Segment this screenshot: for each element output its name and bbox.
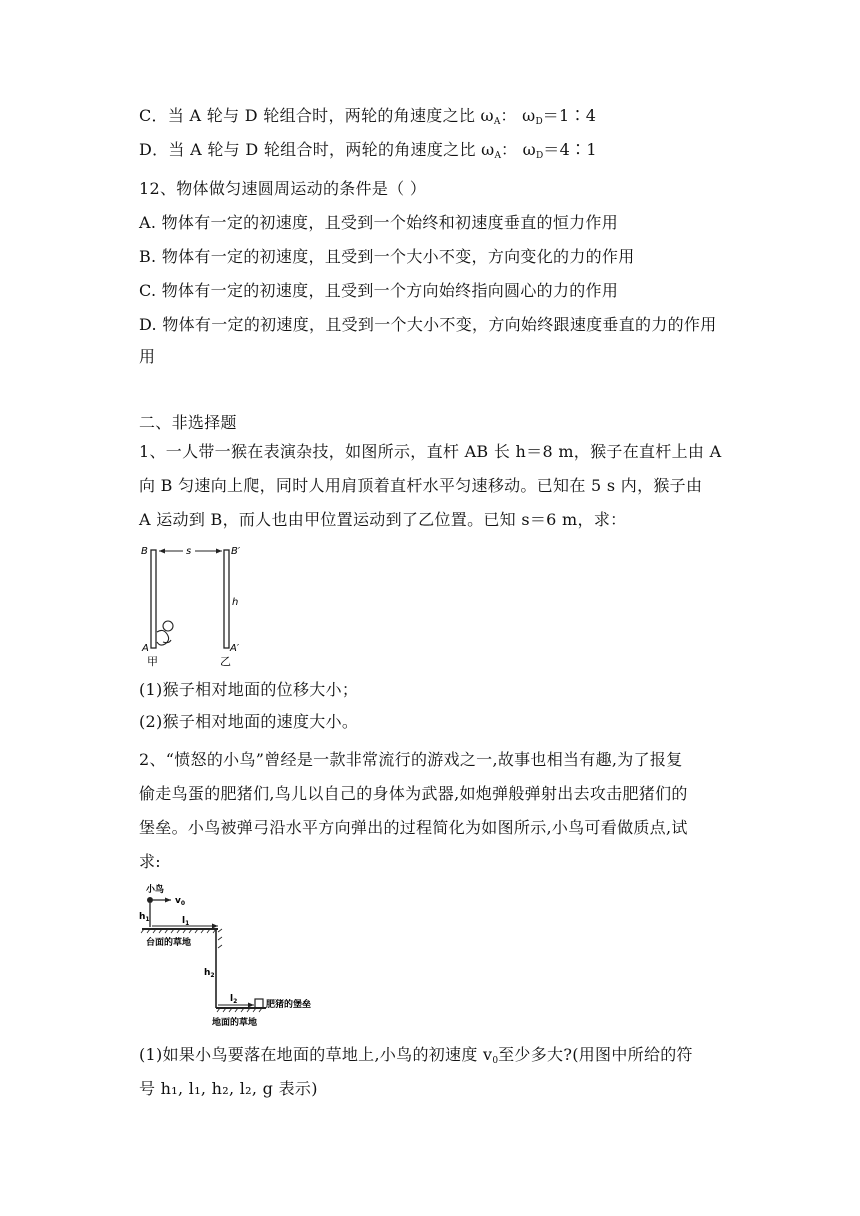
label-a: A [142,643,149,654]
q2-line-3: 堡垒。小鸟被弹弓沿水平方向弹出的过程简化为如图所示,小鸟可看做质点,试 [139,818,688,837]
q2-sub-1-line-2: 号 h₁, l₁, h₂, l₂, g 表示) [139,1079,318,1098]
label-fort: 肥猪的堡垒 [266,1000,312,1010]
monkey-icon [157,621,173,645]
q2-sub-1-line-1: (1)如果小鸟要落在地面的草地上,小鸟的初速度 $v_0$至少多大?(用图中所给的符 [139,1045,693,1066]
q1-line-3: A 运动到 B，而人也由甲位置运动到了乙位置。已知 s＝6 m，求： [139,510,627,529]
option-d-prev: D．当 A 轮与 D 轮组合时，两轮的角速度之比 $\omega_A$： $\omega_D=4∶1$ [139,140,597,161]
q12-option-d-wrap: 用 [139,347,156,366]
question-12-stem: 12、物体做匀速圆周运动的条件是（ ） [139,179,427,198]
label-yi: 乙 [220,655,231,668]
q12-option-d: D. 物体有一定的初速度，且受到一个大小不变，方向始终跟速度垂直的力的作用 [139,315,717,334]
label-b-prime: B′ [231,546,241,557]
svg-text:v0: $v_0$ [175,896,186,907]
svg-text:h2: $h_2$ [204,968,215,979]
monkey-pole-figure [138,540,268,670]
label-bird: 小鸟 [146,885,165,895]
bird-icon [147,897,153,903]
svg-text:l1: $l_1$ [182,916,190,927]
q2-line-1: 2、“愤怒的小鸟”曾经是一款非常流行的游戏之一,故事也相当有趣,为了报复 [139,750,683,769]
label-a-prime: A′ [230,643,240,654]
q2-line-4: 求: [139,852,161,871]
q12-option-b: B. 物体有一定的初速度，且受到一个大小不变，方向变化的力的作用 [139,247,635,266]
option-c-prev: C．当 A 轮与 D 轮组合时，两轮的角速度之比 $\omega_A$： $\omega_D=1∶4$ [139,106,597,127]
label-ground: 地面的草地 [212,1018,258,1028]
q1-sub-1: (1)猴子相对地面的位移大小； [139,680,359,699]
label-s: s [186,546,192,557]
pole-ab [151,550,156,648]
label-h: h [232,597,239,608]
q1-line-2: 向 B 匀速向上爬，同时人用肩顶着直杆水平匀速移动。已知在 5 s 内，猴子由 [139,476,703,495]
q12-option-a: A. 物体有一定的初速度，且受到一个始终和初速度垂直的恒力作用 [139,213,619,232]
label-b: B [141,546,148,557]
section-title: 二、非选择题 [139,413,237,432]
svg-text:h1: $h_1$ [139,912,150,923]
label-platform: 台面的草地 [146,938,192,948]
q12-option-c: C. 物体有一定的初速度，且受到一个方向始终指向圆心的力的作用 [139,281,619,300]
svg-text:l2: $l_2$ [230,994,238,1005]
q1-sub-2: (2)猴子相对地面的速度大小。 [139,712,359,731]
q1-line-1: 1、一人带一猴在表演杂技，如图所示，直杆 AB 长 h＝8 m，猴子在直杆上由 A [139,442,722,461]
fort-icon [255,999,263,1008]
label-jia: 甲 [147,655,158,668]
pole-ab-prime [224,550,229,648]
q2-line-2: 偷走鸟蛋的肥猪们,鸟儿以自己的身体为武器,如炮弹般弹射出去攻击肥猪们的 [139,784,688,803]
bird-platform-figure [138,880,312,1032]
